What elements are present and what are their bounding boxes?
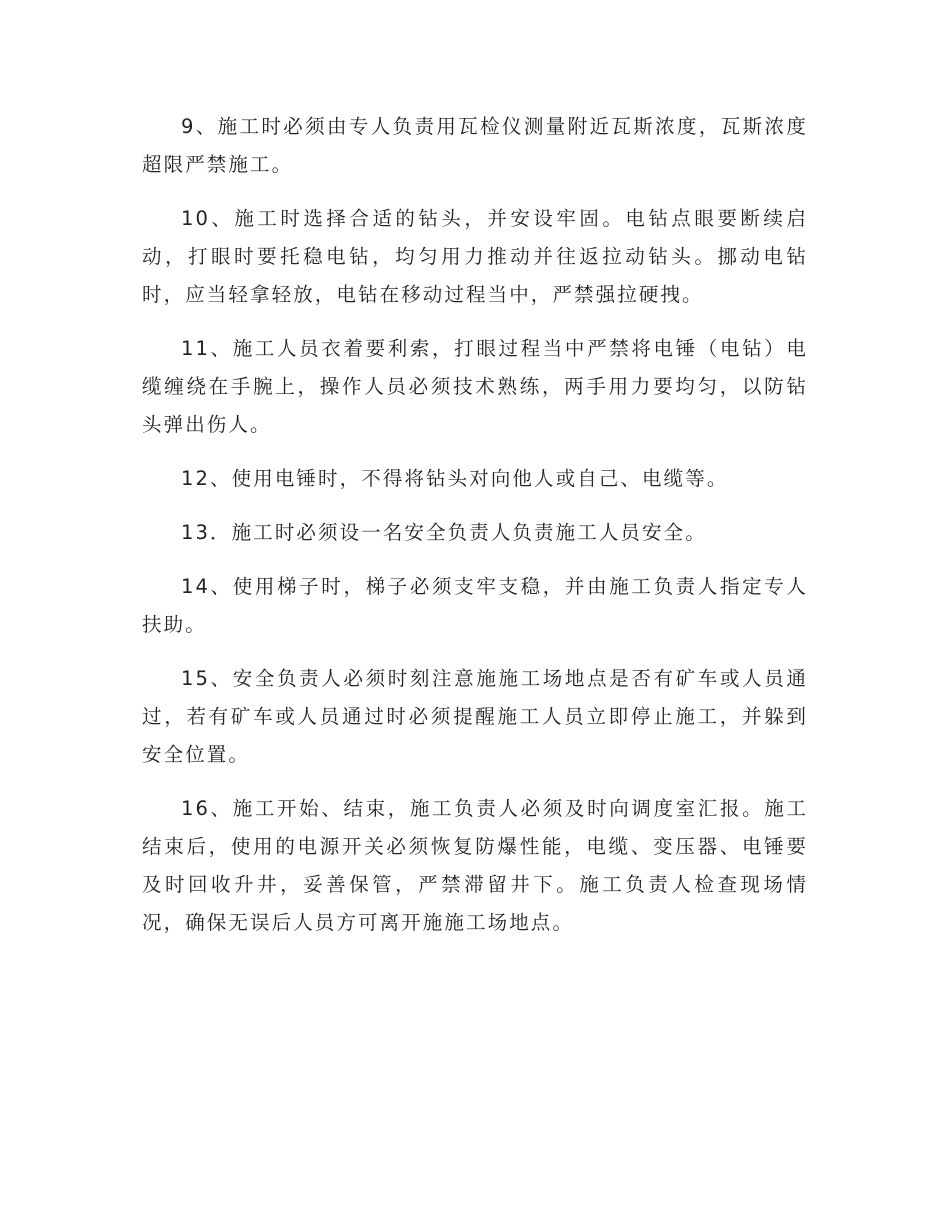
paragraph-item-13: 13．施工时必须设一名安全负责人负责施工人员安全。 — [181, 521, 707, 544]
paragraph-item-16: 16、施工开始、结束，施工负责人必须及时向调度室汇报。施工结束后，使用的电源开关必须恢复防爆性能，电缆、变压器、电锤要及时回收升井，妥善保管，严禁滞留井下。施工负责人检查现场情况，确保无误后人员方可离开施施工场地点。 — [142, 797, 808, 934]
paragraph-item-14: 14、使用梯子时，梯子必须支牢支稳，并由施工负责人指定专人扶助。 — [142, 575, 808, 636]
paragraph-item-12: 12、使用电锤时，不得将钻头对向他人或自己、电缆等。 — [181, 467, 729, 490]
paragraph-item-10: 10、施工时选择合适的钻头，并安设牢固。电钻点眼要断续启动，打眼时要托稳电钻，均匀用力推动并往返拉动钻头。挪动电钻时，应当轻拿轻放，电钻在移动过程当中，严禁强拉硬拽。 — [142, 207, 808, 306]
paragraph-item-9: 9、施工时必须由专人负责用瓦检仪测量附近瓦斯浓度，瓦斯浓度超限严禁施工。 — [142, 115, 808, 176]
paragraph-item-15: 15、安全负责人必须时刻注意施施工场地点是否有矿车或人员通过，若有矿车或人员通过时必须提醒施工人员立即停止施工，并躲到安全位置。 — [142, 667, 808, 766]
document-body — [142, 108, 808, 958]
paragraph-item-11: 11、施工人员衣着要利索，打眼过程当中严禁将电锤（电钻）电缆缠绕在手腕上，操作人员必须技术熟练，两手用力要均匀，以防钻头弹出伤人。 — [142, 337, 808, 436]
